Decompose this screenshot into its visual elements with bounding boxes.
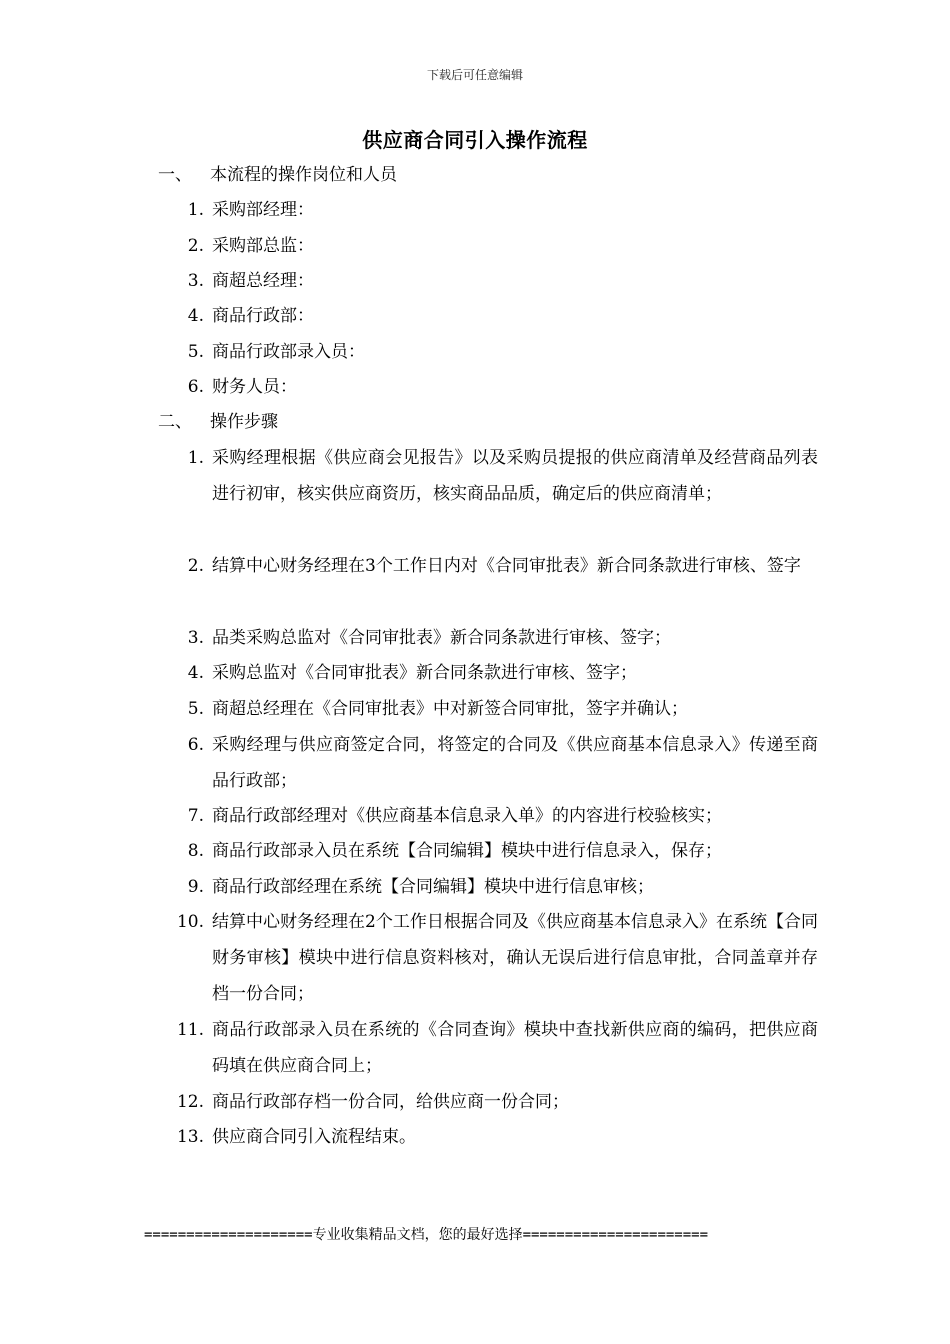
item-text: 财务人员： — [212, 377, 297, 397]
item-text: 商超总经理在《合同审批表》中对新签合同审批，签字并确认； — [212, 699, 688, 719]
section-1-heading — [158, 163, 397, 187]
item-number: 1. — [187, 200, 204, 220]
item-number: 6. — [187, 377, 204, 397]
item-text: 商品行政部： — [212, 306, 314, 326]
list-item — [168, 334, 818, 370]
list-item — [168, 620, 818, 656]
item-text: 采购总监对《合同审批表》新合同条款进行审核、签字； — [212, 663, 637, 683]
item-text: 供应商合同引入流程结束。 — [212, 1127, 416, 1147]
item-text: 商品行政部录入员在系统【合同编辑】模块中进行信息录入，保存； — [212, 841, 722, 861]
item-number: 9. — [187, 877, 204, 897]
section-1-title: 本流程的操作岗位和人员 — [210, 165, 397, 185]
section-2-number: 二、 — [158, 412, 192, 432]
list-item — [168, 691, 818, 727]
item-text: 商品行政部录入员在系统的《合同查询》模块中查找新供应商的编码，把供应商码填在供应商合同上； — [212, 1020, 818, 1076]
section-1-number: 一、 — [158, 165, 192, 185]
item-text: 商品行政部经理在系统【合同编辑】模块中进行信息审核； — [212, 877, 654, 897]
list-item — [168, 548, 818, 584]
list-item — [168, 369, 818, 405]
item-number: 11. — [176, 1020, 204, 1040]
list-item — [168, 727, 818, 799]
section-2-heading — [158, 410, 278, 434]
list-item — [168, 440, 818, 512]
list-item — [168, 263, 818, 299]
item-text: 采购经理根据《供应商会见报告》以及采购员提报的供应商清单及经营商品列表进行初审，核实供应商资历，核实商品品质，确定后的供应商清单； — [212, 448, 818, 504]
list-item — [168, 298, 818, 334]
item-text: 品类采购总监对《合同审批表》新合同条款进行审核、签字； — [212, 628, 671, 648]
item-number: 3. — [187, 628, 204, 648]
footer-banner — [144, 1224, 810, 1246]
list-item — [168, 1119, 818, 1155]
item-text: 结算中心财务经理在2个工作日根据合同及《供应商基本信息录入》在系统【合同财务审核】模块中进行信息资料核对，确认无误后进行信息审批，合同盖章并存档一份合同； — [212, 912, 818, 1004]
list-item — [168, 904, 818, 1012]
list-item — [168, 1084, 818, 1120]
list-item — [168, 655, 818, 691]
item-number: 12. — [176, 1092, 204, 1112]
list-item — [168, 869, 818, 905]
item-number: 4. — [187, 663, 204, 683]
item-number: 6. — [187, 735, 204, 755]
footer-right-rule: ====================== — [522, 1227, 709, 1243]
document-title: 供应商合同引入操作流程 — [362, 128, 588, 152]
item-text: 商品行政部经理对《供应商基本信息录入单》的内容进行校验核实； — [212, 806, 722, 826]
item-number: 1. — [187, 448, 204, 468]
footer-text: 专业收集精品文档，您的最好选择 — [312, 1227, 523, 1243]
item-text: 采购经理与供应商签定合同，将签定的合同及《供应商基本信息录入》传递至商品行政部； — [212, 735, 818, 791]
list-item — [168, 1012, 818, 1084]
section-2-title: 操作步骤 — [210, 412, 278, 432]
item-number: 5. — [187, 699, 204, 719]
item-number: 3. — [187, 271, 204, 291]
header-note: 下载后可任意编辑 — [426, 68, 523, 82]
item-text: 采购部总监： — [212, 236, 314, 256]
list-item — [168, 228, 818, 264]
footer-left-rule: ==================== — [144, 1227, 313, 1243]
item-number: 13. — [176, 1127, 204, 1147]
item-text: 商超总经理： — [212, 271, 314, 291]
item-number: 4. — [187, 306, 204, 326]
list-item — [168, 798, 818, 834]
item-text: 采购部经理： — [212, 200, 314, 220]
item-number: 2. — [187, 236, 204, 256]
item-text: 商品行政部录入员： — [212, 342, 365, 362]
item-text: 商品行政部存档一份合同，给供应商一份合同； — [212, 1092, 569, 1112]
item-number: 5. — [187, 342, 204, 362]
item-text: 结算中心财务经理在3个工作日内对《合同审批表》新合同条款进行审核、签字 — [212, 556, 801, 576]
item-number: 2. — [187, 556, 204, 576]
item-number: 10. — [176, 912, 204, 932]
item-number: 8. — [187, 841, 204, 861]
item-number: 7. — [187, 806, 204, 826]
list-item — [168, 192, 818, 228]
list-item — [168, 833, 818, 869]
